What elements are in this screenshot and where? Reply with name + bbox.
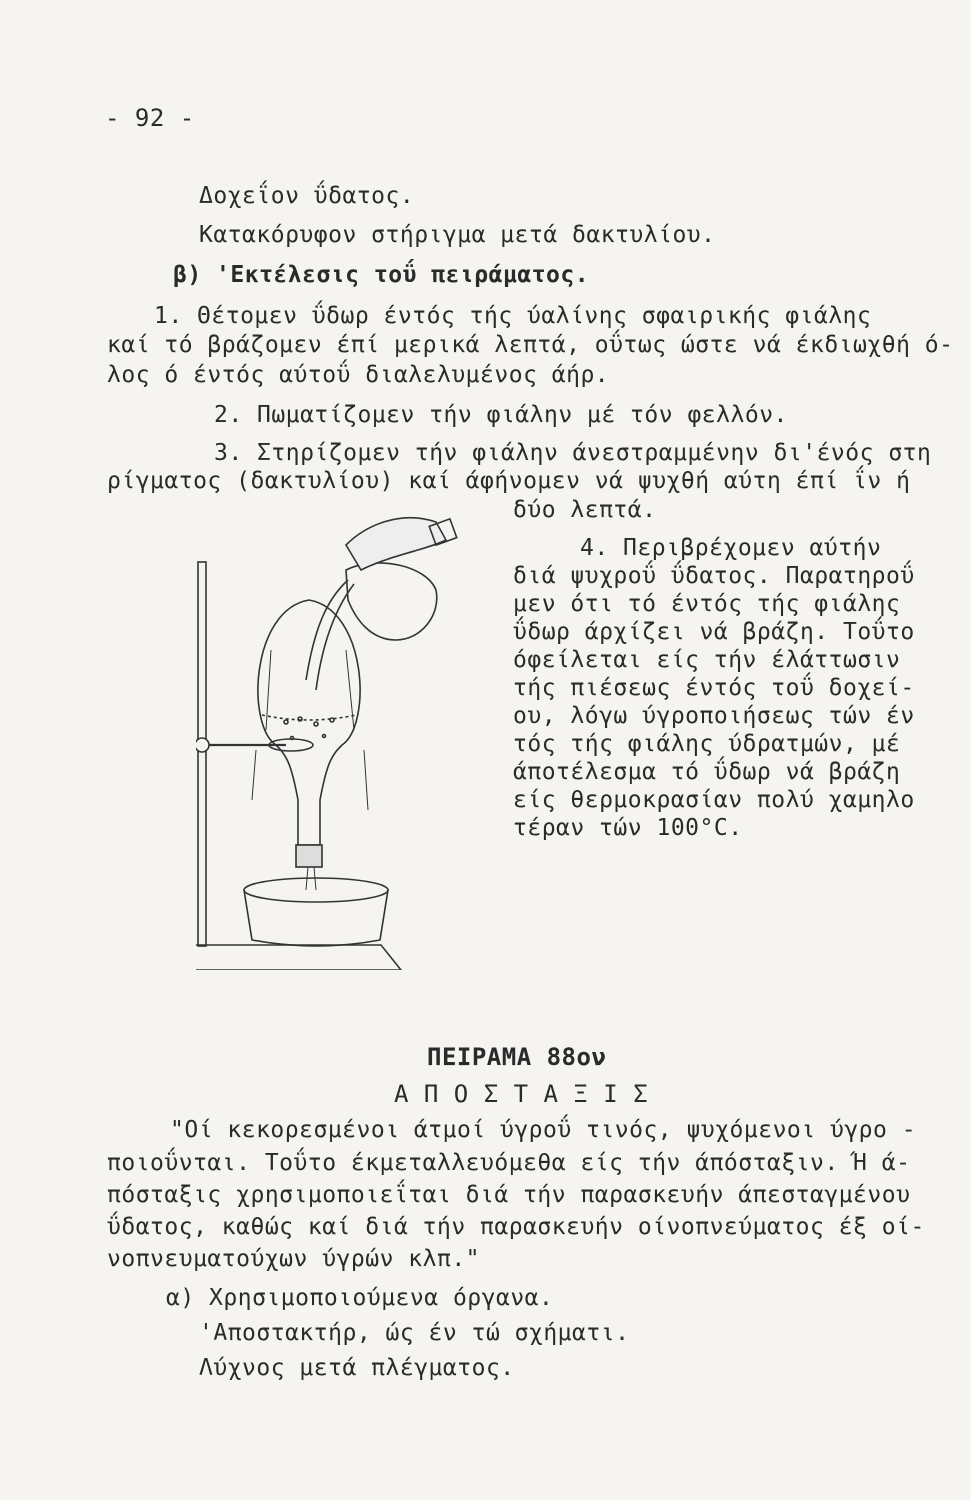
instruments-line: Λύχνος μετά πλέγματος. <box>199 1355 515 1381</box>
step4-line: όφείλεται είς τήν έλάττωσιν <box>513 647 901 673</box>
intro-line: Δοχεΐον ΰδατος. <box>199 183 415 209</box>
step4-line: τής πιέσεως έντός τοΰ δοχεί- <box>513 675 915 701</box>
stand-base <box>196 945 401 970</box>
intro-line: Κατακόρυφον στήριγμα μετά δακτυλίου. <box>199 222 716 248</box>
step4-line: τός τής φιάλης ύδρατμών, μέ <box>513 731 901 757</box>
step4-line: διά ψυχροΰ ΰδατος. Παρατηροΰ <box>513 563 915 589</box>
step1-line: 1. Θέτομεν ΰδωρ έντός τής ύαλίνης σφαιρικής φιάλης <box>154 303 872 329</box>
step3-line: δύο λεπτά. <box>513 497 657 523</box>
water-level <box>262 715 356 720</box>
section-alpha-heading: α) Χρησιμοποιούμενα όργανα. <box>166 1285 554 1311</box>
pouring-jug <box>346 563 437 640</box>
stand-rod <box>198 562 206 946</box>
distillation-cooling-apparatus-illustration <box>196 500 496 970</box>
step4-line: μεν ότι τό έντός τής φιάλης <box>513 591 901 617</box>
step4-line: ου, λόγω ύγροποιήσεως τών έν <box>513 703 915 729</box>
spherical-flask <box>258 600 360 845</box>
clamp-screw <box>196 738 209 752</box>
definition-line: ποιοΰνται. Τοΰτο έκμεταλλευόμεθα είς τήν άπόσταξιν. Ή ά- <box>107 1150 911 1176</box>
section-beta-heading: β) 'Εκτέλεσις τοΰ πειράματος. <box>173 262 590 288</box>
step1-line: λος ό έντός αύτοΰ διαλελυμένος άήρ. <box>107 362 610 388</box>
step3-line: ρίγματος (δακτυλίου) καί άφήνομεν νά ψυχθή αύτη έπί ΐν ή <box>107 468 911 494</box>
water-stream <box>306 580 348 680</box>
instruments-line: 'Αποστακτήρ, ώς έν τώ σχήματι. <box>199 1320 630 1346</box>
definition-line: νοπνευματούχων ύγρών κλπ." <box>107 1246 481 1272</box>
page-number: - 92 - <box>105 104 195 132</box>
step1-line: καί τό βράζομεν έπί μερικά λεπτά, οΰτως ώστε νά έκδιωχθή ό- <box>107 332 954 358</box>
definition-line: πόσταξις χρησιμοποιεΐται διά τήν παρασκευήν άπεσταγμένου <box>107 1182 911 1208</box>
cork-stopper <box>296 845 322 867</box>
step4-line: τέραν τών 100°C. <box>513 815 743 841</box>
step4-line: 4. Περιβρέχομεν αύτήν <box>580 535 882 561</box>
definition-line: ΰδατος, καθώς καί διά τήν παρασκευήν οίνοπνεύματος έξ οί- <box>107 1214 925 1240</box>
step2-line: 2. Πωματίζομεν τήν φιάλην μέ τόν φελλόν. <box>214 402 788 428</box>
step4-line: είς θερμοκρασίαν πολύ χαμηλο <box>513 787 915 813</box>
step3-line: 3. Στηρίζομεν τήν φιάλην άνεστραμμένην δι'ένός στη <box>214 440 932 466</box>
experiment-subtitle: Α Π Ο Σ Τ Α Ξ Ι Σ <box>394 1080 649 1108</box>
step4-line: ΰδωρ άρχίζει νά βράζη. Τοΰτο <box>513 619 915 645</box>
definition-line: "Οί κεκορεσμένοι άτμοί ύγροΰ τινός, ψυχόμενοι ύγρο - <box>170 1117 917 1143</box>
dripping-water <box>252 650 368 810</box>
experiment-title: ΠΕΙΡΑΜΑ 88ον <box>427 1043 607 1071</box>
step4-line: άποτέλεσμα τό ΰδωρ νά βράζη <box>513 759 901 785</box>
